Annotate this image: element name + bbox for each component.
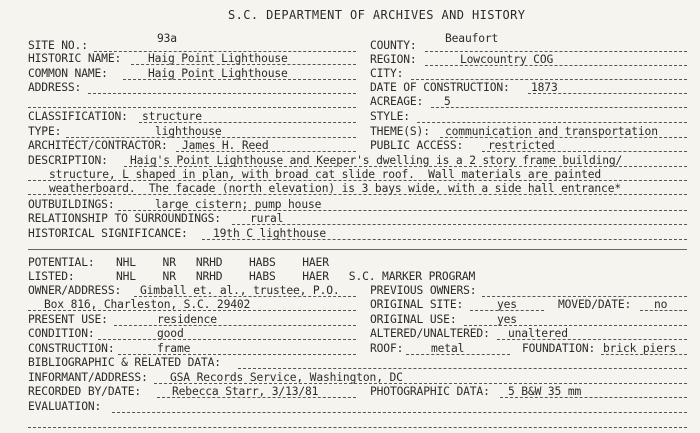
moved-underline <box>640 310 687 311</box>
roof-value: metal <box>431 342 465 355</box>
construction-underline <box>118 354 356 355</box>
present-use-label: PRESENT USE: <box>28 313 108 326</box>
common-name-underline <box>123 79 356 80</box>
acreage-value: 5 <box>444 95 451 108</box>
city-label: CITY: <box>370 67 404 80</box>
construction-label: CONSTRUCTION: <box>28 342 115 355</box>
recorded-underline <box>157 397 356 398</box>
historic-name-value: Haig Point Lighthouse <box>148 52 288 65</box>
owner-line-1: Gimball et. al., trustee, P.O. <box>140 284 340 297</box>
altered-underline <box>497 339 687 340</box>
roof-label: ROOF: <box>370 342 404 355</box>
acreage-underline <box>431 107 687 108</box>
photographic-value: 5 B&W 35 mm <box>508 385 582 398</box>
type-label: TYPE: <box>28 125 62 138</box>
significance-label: HISTORICAL SIGNIFICANCE: <box>28 227 188 240</box>
original-site-label: ORIGINAL SITE: <box>370 298 464 311</box>
common-name-label: COMMON NAME: <box>28 67 108 80</box>
classification-underline <box>139 122 356 123</box>
architect-underline <box>176 151 356 152</box>
evaluation-underline <box>112 412 687 413</box>
style-label: STYLE: <box>370 110 410 123</box>
city-underline <box>411 79 687 80</box>
description-underline-3 <box>28 194 687 195</box>
type-value: lighthouse <box>155 125 222 138</box>
foundation-value: brick piers <box>603 342 677 355</box>
present-use-underline <box>114 325 356 326</box>
region-underline <box>425 65 687 66</box>
description-line-1: Haig's Point Lighthouse and Keeper's dwelling is a 2 story frame building/ <box>130 154 623 167</box>
previous-owners-underline <box>482 296 687 297</box>
potential-label: POTENTIAL: <box>28 256 95 269</box>
original-use-value: yes <box>497 313 517 326</box>
informant-underline <box>154 383 687 384</box>
site-no-value: 93a <box>157 32 177 45</box>
owner-underline-1 <box>134 296 356 297</box>
relationship-underline <box>232 224 687 225</box>
county-label: COUNTY: <box>370 39 417 52</box>
informant-value: GSA Records Service, Washington, DC <box>170 371 403 384</box>
relationship-value: rural <box>250 212 284 225</box>
public-access-value: restricted <box>488 139 555 152</box>
style-underline <box>417 122 687 123</box>
themes-label: THEME(S): <box>370 125 430 138</box>
bibliography-label: BIBLIOGRAPHIC & RELATED DATA: <box>28 356 221 369</box>
description-label: DESCRIPTION: <box>28 154 108 167</box>
description-line-3: weatherboard. The facade (north elevation) is 3 bays wide, with a side hall entrance* <box>49 182 622 195</box>
address-label: ADDRESS: <box>28 81 82 94</box>
recorded-value: Rebecca Starr, 3/13/81 <box>172 385 319 398</box>
bibliography-underline <box>238 368 687 369</box>
recorded-label: RECORDED BY/DATE: <box>28 385 142 398</box>
outbuildings-value: large cistern; pump house <box>155 198 322 211</box>
owner-line-2: Box 816, Charleston, S.C. 29402 <box>44 298 251 311</box>
moved-value: no <box>654 298 668 311</box>
public-access-label: PUBLIC ACCESS: <box>370 139 464 152</box>
classification-value: structure <box>142 110 202 123</box>
condition-underline <box>98 339 356 340</box>
region-label: REGION: <box>370 53 417 66</box>
historic-name-label: HISTORIC NAME: <box>28 52 122 65</box>
themes-value: communication and transportation <box>445 125 658 138</box>
original-use-underline <box>464 325 687 326</box>
themes-underline <box>440 137 687 138</box>
county-underline <box>425 51 687 52</box>
description-underline-1 <box>124 166 687 167</box>
owner-label: OWNER/ADDRESS: <box>28 284 122 297</box>
original-site-value: yes <box>497 298 517 311</box>
listed-label: LISTED: <box>28 270 75 283</box>
altered-value: unaltered <box>508 327 568 340</box>
photographic-label: PHOTOGRAPHIC DATA: <box>370 385 490 398</box>
present-use-value: residence <box>157 313 217 326</box>
county-value: Beaufort <box>445 32 499 45</box>
common-name-value: Haig Point Lighthouse <box>148 67 288 80</box>
original-site-underline <box>470 310 544 311</box>
relationship-label: RELATIONSHIP TO SURROUNDINGS: <box>28 212 221 225</box>
acreage-label: ACREAGE: <box>370 95 424 108</box>
outbuildings-label: OUTBUILDINGS: <box>28 198 115 211</box>
architect-label: ARCHITECT/CONTRACTOR: <box>28 139 168 152</box>
informant-label: INFORMANT/ADDRESS: <box>28 371 148 384</box>
agency-header: S.C. DEPARTMENT OF ARCHIVES AND HISTORY <box>228 8 526 22</box>
photographic-underline <box>500 397 687 398</box>
previous-owners-label: PREVIOUS OWNERS: <box>370 284 477 297</box>
altered-label: ALTERED/UNALTERED: <box>370 327 490 340</box>
address-underline <box>88 93 356 94</box>
original-use-label: ORIGINAL USE: <box>370 313 457 326</box>
moved-label: MOVED/DATE: <box>558 298 632 311</box>
condition-value: good <box>157 327 184 340</box>
foundation-underline <box>601 354 687 355</box>
foundation-label: FOUNDATION: <box>522 342 596 355</box>
section-divider <box>28 249 687 250</box>
significance-underline <box>202 239 687 240</box>
historic-name-underline <box>131 64 356 65</box>
address-underline-2 <box>28 107 356 108</box>
region-value: Lowcountry COG <box>460 53 554 66</box>
description-line-2: structure, L shaped in plan, with broad cat slide roof. Wall materials are painted <box>49 168 602 181</box>
date-construction-label: DATE OF CONSTRUCTION: <box>370 81 510 94</box>
date-construction-underline <box>528 93 687 94</box>
architect-value: James H. Reed <box>182 139 269 152</box>
evaluation-underline-2 <box>28 427 687 428</box>
condition-label: CONDITION: <box>28 327 95 340</box>
listed-options: NHL NR NRHD HABS HAER S.C. MARKER PROGRAM <box>116 270 476 283</box>
evaluation-label: EVALUATION: <box>28 400 102 413</box>
potential-options: NHL NR NRHD HABS HAER <box>116 256 329 269</box>
date-construction-value: 1873 <box>531 81 558 94</box>
owner-underline-2 <box>28 310 356 311</box>
type-underline <box>66 137 356 138</box>
outbuildings-underline <box>118 210 687 211</box>
construction-value: frame <box>157 342 191 355</box>
roof-underline <box>406 354 510 355</box>
site-no-label: SITE NO.: <box>28 39 88 52</box>
classification-label: CLASSIFICATION: <box>28 110 128 123</box>
public-access-underline <box>482 151 687 152</box>
significance-value: 19th C lighthouse <box>213 227 327 240</box>
description-underline-2 <box>28 180 687 181</box>
